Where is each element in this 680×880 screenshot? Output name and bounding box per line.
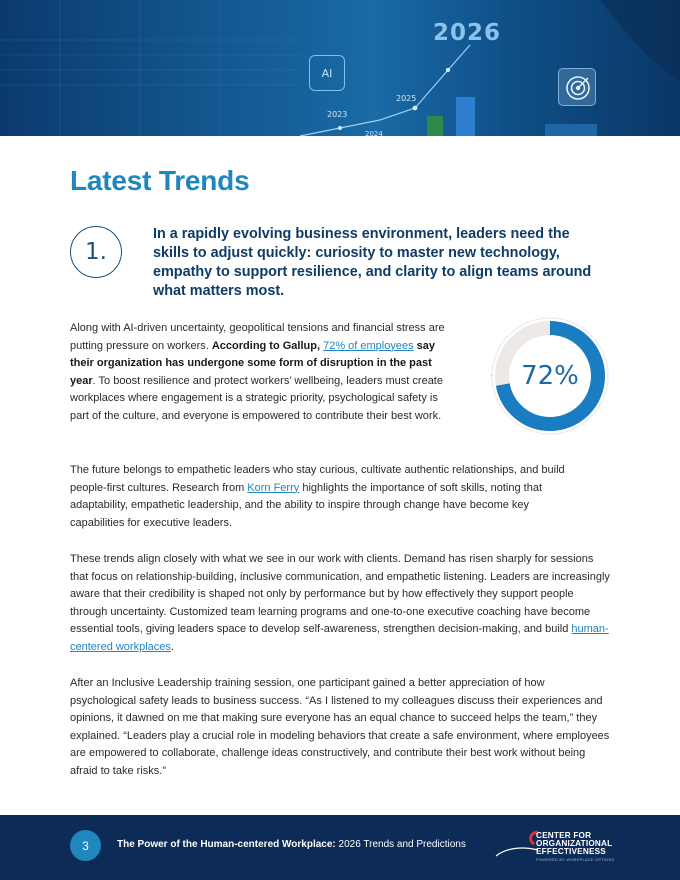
paragraph-1 bbox=[70, 320, 454, 426]
gallup-link[interactable]: 72% of employees bbox=[323, 339, 414, 352]
hero-year-2024: 2024 bbox=[365, 130, 383, 136]
trend-intro: In a rapidly evolving business environment, leaders need the skills to adjust quickly: curiosity to master new technology, empathy to support resilience, and clarity to align teams around what matters most. bbox=[153, 226, 592, 299]
paragraph-3 bbox=[70, 551, 610, 657]
paragraph-3-text-a: These trends align closely with what we see in our work with clients. Demand has risen sharply for sessions that focus on relationship-building, inclusive communication, and empathetic listening. Leaders are increasingly aware that their credibility is shaped not only by performance but by how effectively they support people through uncertainty. Customized team learning programs and one-to-one executive coaching have become essential tools, giving leaders space to develop self-awareness, strengthen decision-making, and build bbox=[70, 553, 610, 636]
footer-title-bold: The Power of the Human-centered Workplace: bbox=[117, 839, 336, 850]
korn-ferry-link[interactable]: Korn Ferry bbox=[247, 481, 300, 494]
footer-title bbox=[117, 839, 466, 850]
logo-line-3: EFFECTIVENESS bbox=[536, 847, 606, 856]
paragraph-4: After an Inclusive Leadership training session, one participant gained a better appreciation of how psychological safety leads to business success. “As I listened to my colleagues discuss their experiences and opinions, it dawned on me that making sure everyone has an equal chance to succeed helps the team,” they explained. “Leaders play a crucial role in modeling behaviors that create a safe environment, where employees are empowered to collaborate, challenge ideas constructively, and contribute their best work without being afraid to take risks.” bbox=[70, 677, 610, 777]
paragraph-1-bold-b: say their organization has undergone some form of disruption in the past year bbox=[70, 339, 436, 387]
paragraph-2-text-a: The future belongs to empathetic leaders who stay curious, cultivate authentic relationships, and build people-first cultures. Research from bbox=[70, 464, 565, 494]
paragraph-2 bbox=[70, 462, 580, 532]
hero-year-2023: 2023 bbox=[327, 110, 348, 119]
hero-year-2025: 2025 bbox=[396, 94, 417, 103]
paragraph-1-bold-a: According to Gallup, bbox=[211, 339, 324, 352]
ai-chip-icon: AI bbox=[309, 55, 345, 91]
footer-title-rest: 2026 Trends and Predictions bbox=[335, 839, 466, 850]
paragraph-3-text-b: . bbox=[170, 640, 174, 653]
human-centered-workplaces-link[interactable]: human-centered workplaces bbox=[70, 623, 609, 653]
page-number: 3 bbox=[70, 830, 101, 861]
paragraph-1-text-a: Along with AI-driven uncertainty, geopolitical tensions and financial stress are putting pressure on workers. bbox=[70, 322, 445, 352]
hero-banner bbox=[0, 0, 680, 136]
hero-year-2026: 2026 bbox=[433, 20, 502, 46]
logo-text bbox=[536, 832, 612, 856]
logo-subtitle: POWERED BY WORKPLACE OPTIONS bbox=[536, 857, 615, 862]
section-title: Latest Trends bbox=[70, 165, 250, 196]
donut-label: 72% bbox=[521, 361, 579, 391]
logo-line-1: CENTER FOR bbox=[536, 831, 592, 840]
target-icon bbox=[558, 68, 596, 106]
paragraph-1-text-b: . To boost resilience and protect workers’ wellbeing, leaders must create workplaces where engagement is a strategic priority, psychological safety is part of the culture, and everyone is empowered to contribute their best work. bbox=[70, 374, 443, 422]
trend-number: 1. bbox=[70, 226, 122, 278]
paragraph-2-text-b: highlights the importance of soft skills, noting that adaptability, empathetic leadership, and the ability to inspire through change have become key capabilities for executive leaders. bbox=[70, 481, 543, 529]
logo-line-2: ORGANIZATIONAL bbox=[536, 839, 613, 848]
